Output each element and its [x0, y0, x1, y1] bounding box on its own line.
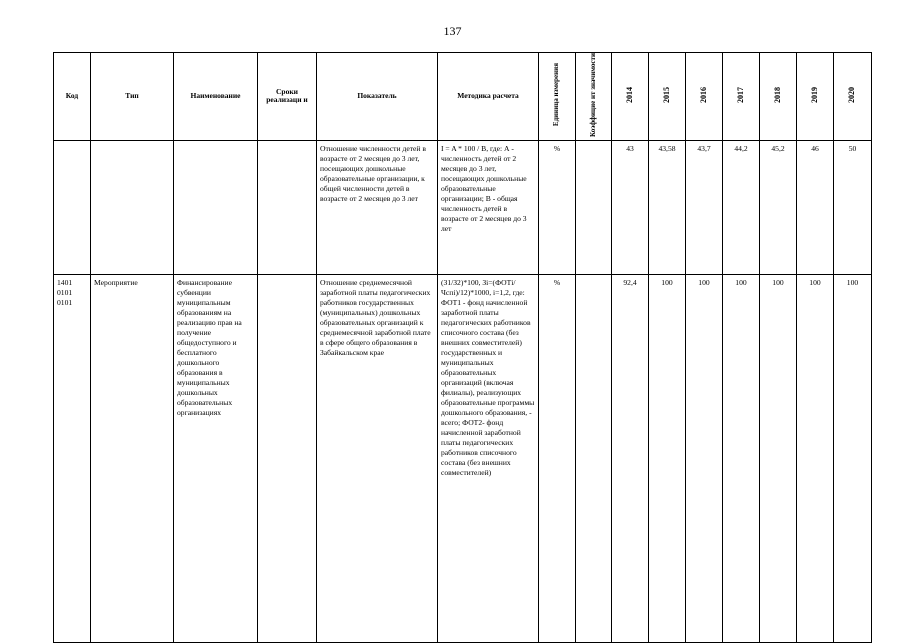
cell-2017	[723, 140, 760, 274]
cell-name-text	[174, 141, 257, 144]
cell-type	[91, 140, 174, 274]
cell-code	[54, 140, 91, 274]
header-2020-text: 2020	[847, 86, 857, 103]
cell-2015-text: 100	[661, 277, 673, 287]
cell-coef-text	[576, 275, 611, 278]
cell-2014	[612, 274, 649, 642]
cell-2014-text: 92,4	[623, 277, 637, 287]
cell-method-text: I = A * 100 / B, где: А - численность детей от 2 месяцев до 3 лет, посещающих дошкольные образовательные организации; В - общая численность детей в возрасте от 2 месяцев до 3 лет	[441, 143, 527, 233]
header-2015-text: 2015	[661, 86, 671, 103]
cell-2018	[760, 274, 797, 642]
cell-type-text	[91, 141, 173, 144]
header-row	[54, 53, 872, 141]
cell-2015-text: 43,58	[658, 143, 676, 153]
table-row	[54, 274, 872, 642]
cell-unit-text: %	[553, 143, 561, 153]
header-2015	[649, 53, 686, 141]
header-terms: Сроки реализаци и	[258, 53, 317, 141]
cell-2016	[686, 140, 723, 274]
header-type: Тип	[91, 53, 174, 141]
cell-method	[438, 274, 539, 642]
header-2016-text: 2016	[698, 86, 708, 103]
cell-coef	[576, 140, 612, 274]
cell-coef-text	[576, 141, 611, 144]
header-indicator: Показатель	[317, 53, 438, 141]
cell-2019-text: 100	[809, 277, 821, 287]
cell-2016	[686, 274, 723, 642]
cell-code-text: 1401 0101 0101	[57, 277, 73, 307]
header-2019-text: 2019	[809, 86, 819, 103]
cell-2017-text: 44,2	[734, 143, 748, 153]
header-2014-text: 2014	[624, 86, 634, 103]
cell-terms	[258, 274, 317, 642]
cell-code-text	[54, 141, 90, 144]
header-coef	[576, 53, 612, 141]
header-2017-text: 2017	[735, 86, 745, 103]
page-number: 137	[443, 24, 462, 38]
cell-2015	[649, 274, 686, 642]
header-2017	[723, 53, 760, 141]
cell-2020	[834, 140, 872, 274]
cell-name-text: Финансирование субвенции муниципальным образованиям на реализацию прав на получение общедоступного и бесплатного дошкольного образования в муниципальных дошкольных образовательных организациях	[177, 277, 242, 417]
cell-code	[54, 274, 91, 642]
header-unit-text: Единица измерения	[552, 63, 561, 127]
cell-2014-text: 43	[626, 143, 634, 153]
cell-2020-text: 50	[848, 143, 857, 153]
cell-2019-text: 46	[811, 143, 819, 153]
header-2014	[612, 53, 649, 141]
cell-terms-text	[258, 141, 316, 144]
header-unit	[539, 53, 576, 141]
cell-unit-text: %	[553, 277, 561, 287]
cell-2019	[797, 274, 834, 642]
cell-2016-text: 43,7	[697, 143, 711, 153]
cell-2019	[797, 140, 834, 274]
header-2020	[834, 53, 872, 141]
cell-method	[438, 140, 539, 274]
cell-2018-text: 45,2	[771, 143, 785, 153]
cell-name	[174, 274, 258, 642]
cell-2015	[649, 140, 686, 274]
header-2018	[760, 53, 797, 141]
cell-terms-text	[258, 275, 316, 278]
program-table	[53, 52, 872, 643]
cell-2020-text: 100	[846, 277, 859, 287]
header-code: Код	[54, 53, 91, 141]
cell-name	[174, 140, 258, 274]
header-2016	[686, 53, 723, 141]
cell-terms	[258, 140, 317, 274]
cell-unit	[539, 140, 576, 274]
table-row	[54, 140, 872, 274]
cell-2017	[723, 274, 760, 642]
cell-unit	[539, 274, 576, 642]
cell-2014	[612, 140, 649, 274]
cell-2018-text: 100	[772, 277, 784, 287]
cell-2016-text: 100	[698, 277, 710, 287]
cell-type	[91, 274, 174, 642]
header-2019	[797, 53, 834, 141]
cell-2017-text: 100	[735, 277, 747, 287]
cell-indicator	[317, 140, 438, 274]
cell-indicator-text: Отношение среднемесячной заработной платы педагогических работников государственных (муниципальных) дошкольных образовательных организаций к среднемесячной заработной плате в сфере общего образования в Забайкальском крае	[320, 277, 431, 357]
header-coef-text: Коэффицие нт значимости	[588, 53, 597, 137]
cell-2018	[760, 140, 797, 274]
cell-indicator	[317, 274, 438, 642]
cell-type-text: Мероприятие	[94, 277, 138, 287]
cell-coef	[576, 274, 612, 642]
header-method: Методика расчета	[438, 53, 539, 141]
header-2018-text: 2018	[772, 86, 782, 103]
header-name: Наименование	[174, 53, 258, 141]
cell-indicator-text: Отношение численности детей в возрасте от 2 месяцев до 3 лет, посещающих дошкольные образовательные организации, к общей численности детей в возрасте от 2 месяцев до 3 лет	[320, 143, 426, 203]
cell-2020	[834, 274, 872, 642]
cell-method-text: (З1/З2)*100, Зi=(ФОТi/Чспi)/12)*1000, i=1,2, где: ФОТ1 - фонд начисленной заработной платы педагогических работников списочного состава (без внешних совместителей) государственных и муниципальных образовательных организаций (включая филиалы), реализующих образовательные программы дошкольного образования, - всего; ФОТ2- фонд начисленной заработной платы педагогических работников списочного состава (без внешних совместителей)	[441, 277, 535, 477]
